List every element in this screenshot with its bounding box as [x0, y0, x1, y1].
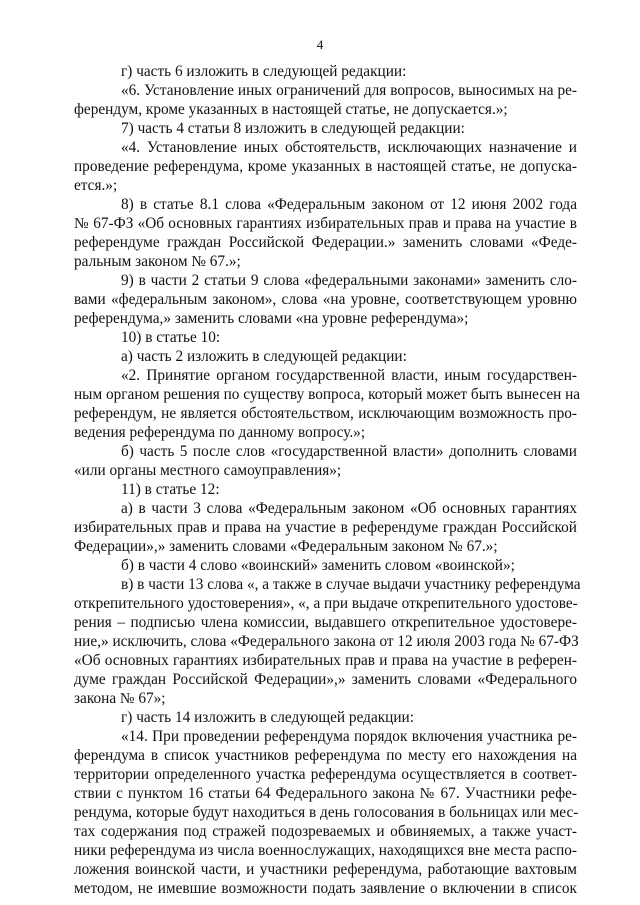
- text-line: ральным законом № 67.»;: [74, 253, 241, 270]
- text-line: а) часть 2 изложить в следующей редакции:: [121, 348, 407, 365]
- text-line: «Об основных гарантиях избирательных прав и права на участие в референ-: [74, 652, 577, 669]
- text-line: рендума, которые будут находиться в день голосования в больницах или мес-: [74, 804, 579, 821]
- text-line: ники референдума из числа военнослужащих, находящихся вне места распо-: [74, 842, 577, 859]
- text-line: 10) в статье 10:: [121, 329, 221, 346]
- text-line: 11) в статье 12:: [121, 481, 220, 498]
- text-line: «14. При проведении референдума порядок включения участника ре-: [121, 728, 577, 745]
- text-line: ным органом решения по существу вопроса, который может быть вынесен на: [74, 386, 581, 403]
- text-line: в) в части 13 слова «, а также в случае выдачи участнику референдума: [121, 576, 581, 593]
- text-line: закона № 67»;: [74, 690, 166, 707]
- text-line: ется.»;: [74, 177, 118, 194]
- text-line: ведения референдума по данному вопросу.»;: [74, 424, 366, 441]
- text-line: «4. Установление иных обстоятельств, исключающих назначение и: [121, 139, 577, 156]
- text-line: проведение референдума, кроме указанных в настоящей статье, не допуска-: [74, 158, 577, 175]
- text-line: ложения воинской части, и участники референдума, работающие вахтовым: [74, 861, 577, 878]
- text-line: методом, не имевшие возможности подать заявление о включении в список: [74, 880, 577, 897]
- text-line: б) часть 5 после слов «государственной власти» дополнить словами: [121, 443, 577, 460]
- text-line: Федерации»,» заменить словами «Федеральным законом № 67.»;: [74, 538, 498, 555]
- text-line: 8) в статье 8.1 слова «Федеральным законом от 12 июня 2002 года: [121, 196, 577, 213]
- text-line: № 67-ФЗ «Об основных гарантиях избирательных прав и права на участие в: [74, 215, 577, 232]
- text-line: референдума,» заменить словами «на уровне референдума»;: [74, 310, 469, 327]
- text-line: 9) в части 2 статьи 9 слова «федеральными законами» заменить сло-: [121, 272, 577, 289]
- text-line: территории определенного участка референдума осуществляется в соответ-: [74, 766, 577, 783]
- text-line: ствии с пунктом 16 статьи 64 Федерального закона № 67. Участники рефе-: [74, 785, 577, 802]
- text-line: референдуме граждан Российской Федерации.» заменить словами «Феде-: [74, 234, 577, 251]
- text-line: 7) часть 4 статьи 8 изложить в следующей редакции:: [121, 120, 465, 137]
- text-line: открепительного удостоверения», «, а при выдаче открепительного удостове-: [74, 595, 578, 612]
- text-line: референдум, не является обстоятельством, исключающим возможность про-: [74, 405, 577, 422]
- text-line: а) в части 3 слова «Федеральным законом «Об основных гарантиях: [121, 500, 577, 517]
- text-line: «2. Принятие органом государственной власти, иным государствен-: [121, 367, 577, 384]
- text-line: вами «федеральным законом», слова «на уровне, соответствующем уровню: [74, 291, 577, 308]
- text-line: думе граждан Российской Федерации»,» заменить словами «Федерального: [74, 671, 577, 688]
- text-line: «6. Установление иных ограничений для вопросов, выносимых на ре-: [121, 82, 577, 99]
- text-line: ферендум, кроме указанных в настоящей статье, не допускается.»;: [74, 101, 508, 118]
- text-line: б) в части 4 слово «воинский» заменить словом «воинской»;: [121, 557, 515, 574]
- text-line: ние,» исключить, слова «Федерального закона от 12 июля 2003 года № 67-ФЗ: [74, 633, 579, 650]
- page-number: 4: [316, 37, 324, 52]
- text-line: тах содержания под стражей подозреваемых и обвиняемых, а также участ-: [74, 823, 577, 840]
- text-line: г) часть 6 изложить в следующей редакции:: [121, 63, 407, 80]
- text-line: рения – подписью члена комиссии, выдавшего открепительное удостовере-: [74, 614, 577, 631]
- text-line: ферендума в список участников референдума по месту его нахождения на: [74, 747, 577, 764]
- text-line: «или органы местного самоуправления»;: [74, 462, 342, 479]
- text-line: г) часть 14 изложить в следующей редакции:: [121, 709, 414, 726]
- text-line: избирательных прав и права на участие в референдуме граждан Российской: [74, 519, 577, 536]
